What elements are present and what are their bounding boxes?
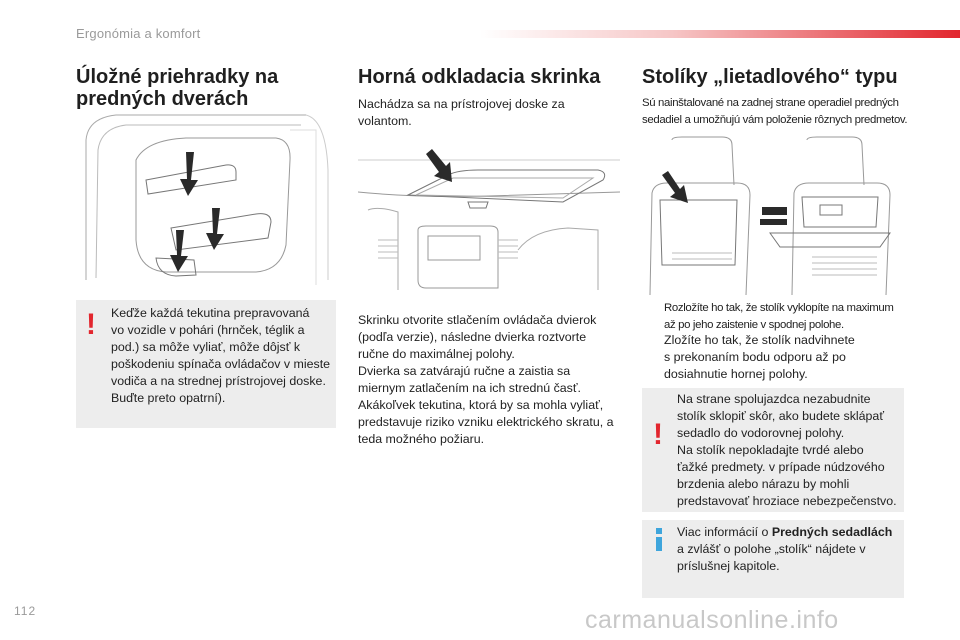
bullet-fold <box>664 332 924 383</box>
info-prefix: Viac informácií o <box>677 525 772 539</box>
warning-line: brzdenia alebo nárazu by mohli <box>677 477 850 491</box>
intro-line: sedadiel a umožňujú vám položenie rôznych predmetov. <box>642 114 908 126</box>
warning-line: Na stolík nepokladajte tvrdé alebo <box>677 443 864 457</box>
glovebox-body <box>358 312 620 448</box>
body-line: ručne do maximálnej polohy. <box>358 347 515 361</box>
bullet-line: s prekonaním bodu odporu až po <box>664 350 846 364</box>
info-link-text: Predných sedadlách <box>771 525 893 539</box>
title-door-storage <box>76 66 336 110</box>
warning-text <box>111 305 333 407</box>
info-text <box>677 524 903 575</box>
warning-line: vo vozidle v pohári (hrnček, téglik a <box>111 323 305 337</box>
bullet-line: Zložíte ho tak, že stolík nadvihnete <box>664 333 855 347</box>
exclamation-warning-icon: ! <box>86 308 96 341</box>
door-storage-illustration <box>76 110 336 290</box>
warning-box <box>76 300 336 428</box>
title-line: Úložné priehradky na <box>76 66 279 88</box>
upper-glovebox-illustration <box>358 140 620 290</box>
title-upper-glovebox: Horná odkladacia skrinka <box>358 66 601 88</box>
section-header: Ergonómia a komfort <box>76 26 201 41</box>
warning-box <box>642 388 904 512</box>
warning-line: Na strane spolujazdca nezabudnite <box>677 392 871 406</box>
watermark: carmanualsonline.info <box>585 606 839 634</box>
info-line: príslušnej kapitole. <box>677 559 780 573</box>
tray-drawing <box>642 135 904 295</box>
header-accent-bar <box>480 30 960 38</box>
body-line: predstavuje riziko vzniku elektrického skratu, a <box>358 415 614 429</box>
intro-line: volantom. <box>358 114 412 128</box>
bullet-line: až po jeho zaistenie v spodnej polohe. <box>664 319 844 331</box>
title-line: predných dverách <box>76 88 249 110</box>
title-tray-tables: Stolíky „lietadlového“ typu <box>642 66 898 88</box>
glovebox-intro <box>358 96 618 130</box>
page-number: 112 <box>14 604 37 618</box>
intro-line: Nachádza sa na prístrojovej doske za <box>358 97 565 111</box>
glovebox-drawing <box>358 140 620 290</box>
seatback-tray-illustration <box>642 135 904 295</box>
info-line: a zvlášť o polohe „stolík“ nájdete v <box>677 542 866 556</box>
bullet-line: Rozložíte ho tak, že stolík vyklopíte na maximum <box>664 302 894 314</box>
intro-line: Sú nainštalované na zadnej strane operadiel predných <box>642 97 899 109</box>
warning-line: Buďte preto opatrní). <box>111 391 226 405</box>
warning-line: Keďže každá tekutina prepravovaná <box>111 306 310 320</box>
body-line: miernym zatlačením na ich strednú časť. <box>358 381 581 395</box>
bullet-line: dosiahnutie hornej polohy. <box>664 367 808 381</box>
bullet-unfold <box>664 300 924 334</box>
warning-line: predstavovať hroziace nebezpečenstvo. <box>677 494 897 508</box>
warning-line: vodiča a na strednej prístrojovej doske. <box>111 374 326 388</box>
exclamation-warning-icon: ! <box>653 418 663 451</box>
warning-line: ťažké predmety. v prípade núdzového <box>677 460 885 474</box>
tray-intro <box>642 95 932 129</box>
warning-text <box>677 391 903 510</box>
body-line: Dvierka sa zatvárajú ručne a zaistia sa <box>358 364 571 378</box>
info-line <box>677 524 903 541</box>
door-storage-drawing <box>76 110 336 290</box>
warning-line: poškodeniu spínača ovládačov v mieste <box>111 357 331 371</box>
warning-line: pod.) sa môže vyliať, môže dôjsť k <box>111 340 301 354</box>
warning-line: sedadlo do vodorovnej polohy. <box>677 426 845 440</box>
body-line: (podľa verzie), následne dvierka roztvorte <box>358 330 587 344</box>
body-line: Akákoľvek tekutina, ktorá by sa mohla vyliať, <box>358 398 604 412</box>
info-box <box>642 520 904 598</box>
body-line: Skrinku otvorite stlačením ovládača dvierok <box>358 313 597 327</box>
body-line: teda možného požiaru. <box>358 432 485 446</box>
warning-line: stolík sklopiť skôr, ako budete sklápať <box>677 409 884 423</box>
